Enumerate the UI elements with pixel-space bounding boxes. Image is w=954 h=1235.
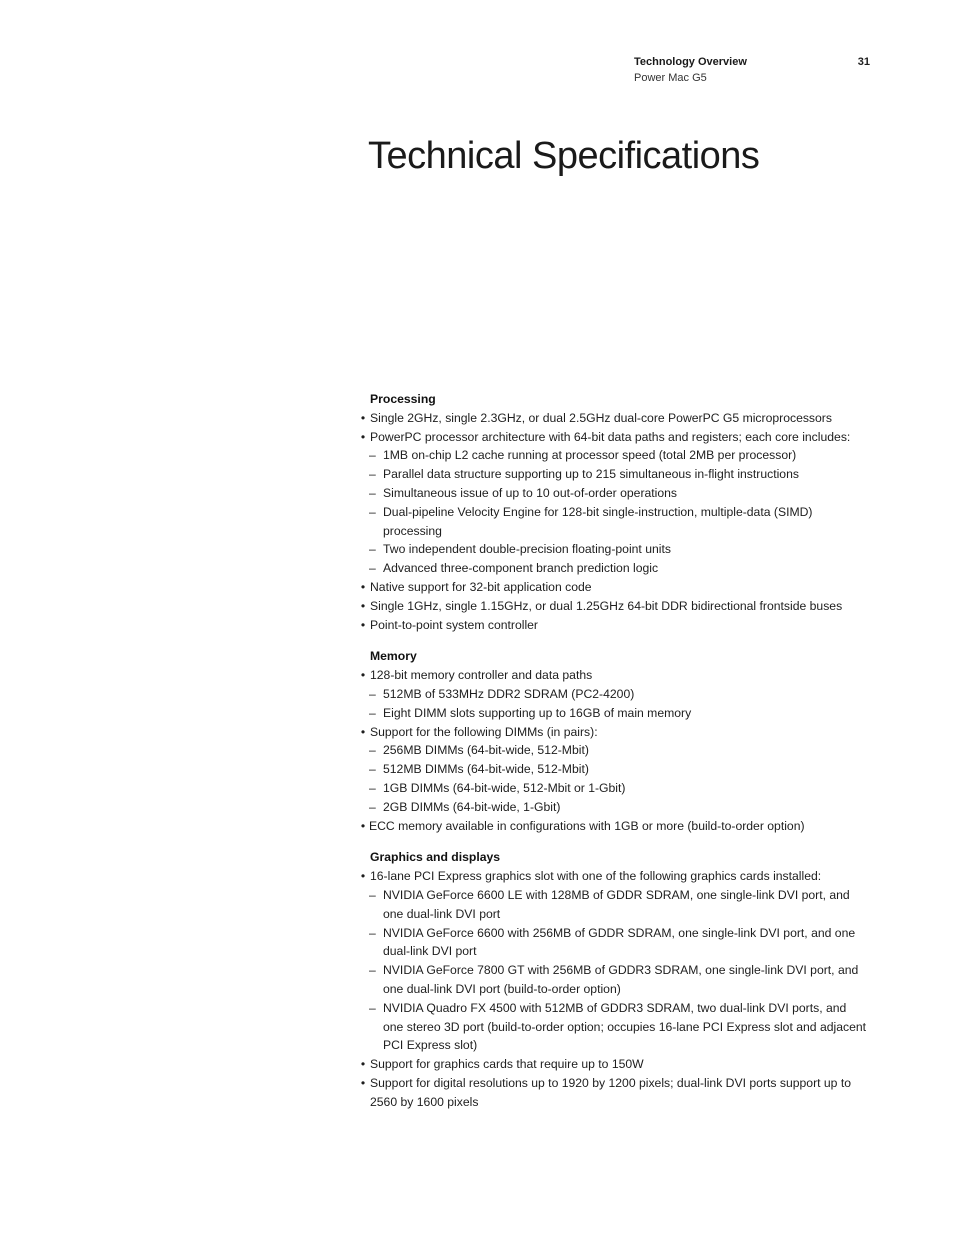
section-heading: Memory <box>370 649 417 664</box>
header-product-name: Power Mac G5 <box>634 72 707 84</box>
item-text: 256MB DIMMs (64-bit-wide, 512-Mbit) <box>383 743 589 758</box>
list-item <box>358 409 868 428</box>
section-heading: Graphics and displays <box>370 850 501 865</box>
item-text: NVIDIA GeForce 6600 LE with 128MB of GDDR SDRAM, one single-link DVI port, and one dual-link DVI port <box>383 887 850 921</box>
dash-marker: – <box>369 887 376 902</box>
list-item <box>358 578 868 597</box>
spec-content <box>358 390 868 1124</box>
item-text: NVIDIA GeForce 7800 GT with 256MB of GDDR3 SDRAM, one single-link DVI port, and one dual-link DVI port (build-to-order option) <box>383 963 859 996</box>
bullet-marker: • <box>360 579 366 594</box>
item-text: 2GB DIMMs (64-bit-wide, 1-Gbit) <box>383 799 561 814</box>
dash-marker: – <box>369 705 376 720</box>
sub-list-item <box>358 760 868 779</box>
item-text: PowerPC processor architecture with 64-bit data paths and registers; each core includes: <box>370 429 851 444</box>
section-heading: Processing <box>370 392 436 406</box>
sub-list-item <box>358 961 868 999</box>
dash-marker: – <box>369 504 376 519</box>
dash-marker: – <box>369 561 376 576</box>
item-text: Dual-pipeline Velocity Engine for 128-bit single-instruction, multiple-data (SIMD) processing <box>383 504 813 538</box>
item-text: Single 1GHz, single 1.15GHz, or dual 1.25GHz 64-bit DDR bidirectional frontside buses <box>370 598 843 613</box>
page-number: 31 <box>857 56 870 68</box>
item-text: Support for graphics cards that require up to 150W <box>370 1057 644 1072</box>
sub-list-item <box>358 446 868 465</box>
list-item <box>358 1074 868 1112</box>
dash-marker: – <box>369 1000 376 1015</box>
item-text: Parallel data structure supporting up to 215 simultaneous in-flight instructions <box>383 467 799 482</box>
list-item <box>358 817 868 836</box>
page-title: Technical Specifications <box>368 135 760 177</box>
bullet-marker: • <box>360 617 366 632</box>
dash-marker: – <box>369 780 376 795</box>
item-text: 1GB DIMMs (64-bit-wide, 512-Mbit or 1-Gbit) <box>383 780 626 795</box>
item-text: Support for digital resolutions up to 1920 by 1200 pixels; dual-link DVI ports support up to 2560 by 1600 pixels <box>370 1075 852 1109</box>
dash-marker: – <box>369 467 376 482</box>
item-text: Support for the following DIMMs (in pairs): <box>370 724 598 739</box>
spec-section-graphics-and-displays <box>358 848 868 1111</box>
dash-marker: – <box>369 963 376 978</box>
sub-list-item <box>358 559 868 578</box>
list-item <box>358 723 868 742</box>
item-text: 512MB DIMMs (64-bit-wide, 512-Mbit) <box>383 762 589 777</box>
bullet-marker: • <box>360 818 366 833</box>
dash-marker: – <box>369 686 376 701</box>
item-text: ECC memory available in configurations with 1GB or more (build-to-order option) <box>369 818 805 833</box>
sub-list-item <box>358 999 868 1055</box>
item-text: Point-to-point system controller <box>370 617 538 632</box>
list-item <box>358 597 868 616</box>
sub-list-item <box>358 465 868 484</box>
sub-list-item <box>358 886 868 924</box>
list-item <box>358 616 868 635</box>
spec-section-memory <box>358 647 868 835</box>
bullet-marker: • <box>360 869 366 884</box>
sub-list-item <box>358 503 868 541</box>
dash-marker: – <box>369 542 376 557</box>
bullet-marker: • <box>360 724 366 739</box>
sub-list-item <box>358 741 868 760</box>
bullet-marker: • <box>360 410 366 425</box>
bullet-marker: • <box>360 1057 366 1072</box>
item-text: Native support for 32-bit application code <box>370 579 592 594</box>
sub-list-item <box>358 924 868 962</box>
item-text: NVIDIA Quadro FX 4500 with 512MB of GDDR3 SDRAM, two dual-link DVI ports, and one stereo 3D port (build-to-order option; occupies 16-lane PCI Express slot and adjacent PCI Express slot) <box>383 1000 867 1053</box>
item-text: Eight DIMM slots supporting up to 16GB of main memory <box>383 705 692 720</box>
item-text: 128-bit memory controller and data paths <box>370 668 593 683</box>
bullet-marker: • <box>360 1075 366 1090</box>
running-header <box>634 54 870 86</box>
item-text: 1MB on-chip L2 cache running at processor speed (total 2MB per processor) <box>383 448 797 463</box>
item-text: 16-lane PCI Express graphics slot with one of the following graphics cards installed: <box>370 869 822 884</box>
dash-marker: – <box>369 743 376 758</box>
list-item <box>358 1055 868 1074</box>
item-text: Single 2GHz, single 2.3GHz, or dual 2.5GHz dual-core PowerPC G5 microprocessors <box>370 410 832 425</box>
sub-list-item <box>358 798 868 817</box>
sub-list-item <box>358 540 868 559</box>
bullet-marker: • <box>360 668 366 683</box>
list-item <box>358 867 868 886</box>
sub-list-item <box>358 685 868 704</box>
header-section-title: Technology Overview <box>634 56 747 68</box>
spec-section-processing <box>358 390 868 634</box>
bullet-marker: • <box>360 429 366 444</box>
sub-list-item <box>358 484 868 503</box>
dash-marker: – <box>369 448 376 463</box>
dash-marker: – <box>369 799 376 814</box>
list-item <box>358 666 868 685</box>
list-item <box>358 428 868 447</box>
sub-list-item <box>358 779 868 798</box>
sub-list-item <box>358 704 868 723</box>
item-text: NVIDIA GeForce 6600 with 256MB of GDDR SDRAM, one single-link DVI port, and one dual-link DVI port <box>383 925 856 959</box>
item-text: Simultaneous issue of up to 10 out-of-order operations <box>383 485 678 500</box>
dash-marker: – <box>369 485 376 500</box>
item-text: Two independent double-precision floating-point units <box>383 542 671 557</box>
item-text: Advanced three-component branch prediction logic <box>383 561 659 576</box>
bullet-marker: • <box>360 598 366 613</box>
dash-marker: – <box>369 925 376 940</box>
dash-marker: – <box>369 762 376 777</box>
item-text: 512MB of 533MHz DDR2 SDRAM (PC2-4200) <box>383 686 635 701</box>
